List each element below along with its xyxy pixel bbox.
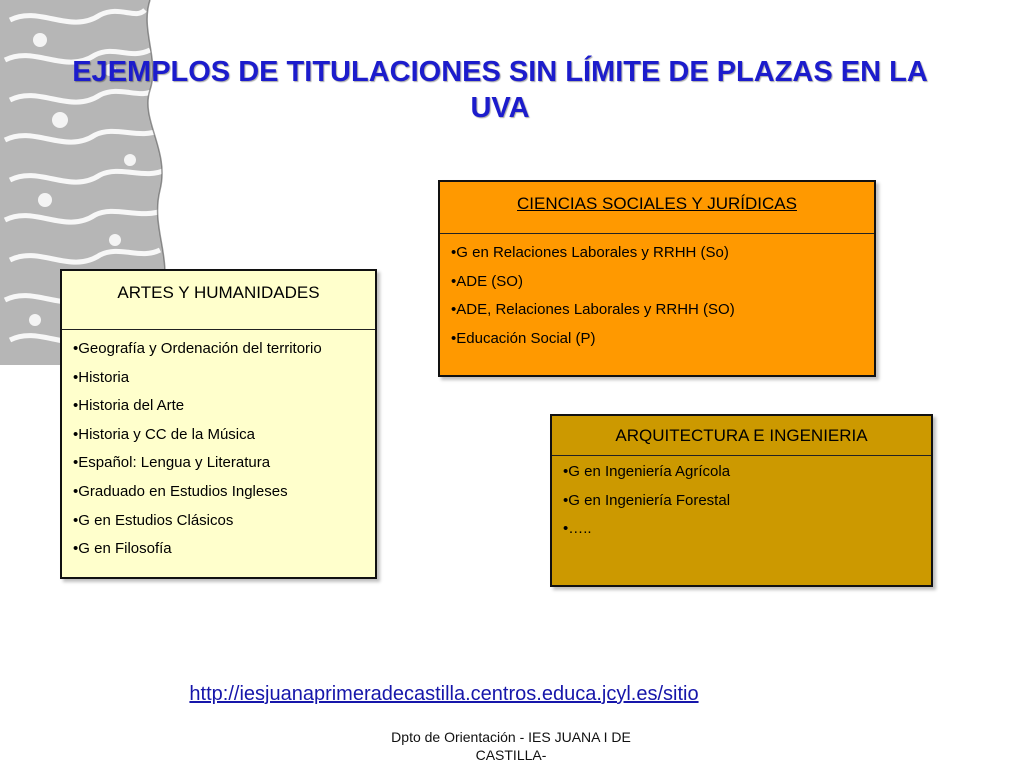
artes-humanidades-heading: ARTES Y HUMANIDADES [62, 271, 375, 330]
list-item: • ADE, Relaciones Laborales y RRHH (SO) [451, 296, 874, 325]
list-item: • Geografía y Ordenación del territorio [73, 335, 375, 364]
arquitectura-ingenieria-box [550, 414, 933, 587]
arquitectura-ingenieria-list [552, 456, 931, 544]
list-item: • Graduado en Estudios Ingleses [73, 478, 375, 507]
ciencias-sociales-list [440, 234, 874, 353]
list-item: • G en Ingeniería Forestal [563, 487, 931, 516]
list-item: • G en Estudios Clásicos [73, 507, 375, 536]
list-item: • Educación Social (P) [451, 325, 874, 354]
list-item: • G en Relaciones Laborales y RRHH (So) [451, 239, 874, 268]
list-item: • Historia del Arte [73, 392, 375, 421]
footer-text: Dpto de Orientación - IES JUANA I DE CASTILLA- [391, 729, 631, 763]
artes-humanidades-list [62, 330, 375, 564]
list-item: • Historia y CC de la Música [73, 421, 375, 450]
list-item: • Historia [73, 364, 375, 393]
list-item: • ….. [563, 515, 931, 544]
arquitectura-ingenieria-heading: ARQUITECTURA E INGENIERIA [552, 416, 931, 456]
website-link[interactable]: http://iesjuanaprimeradecastilla.centros.educa.jcyl.es/sitio [189, 683, 699, 705]
ciencias-sociales-heading: CIENCIAS SOCIALES Y JURÍDICAS [440, 182, 874, 234]
ciencias-sociales-box [438, 180, 876, 377]
artes-humanidades-box [60, 269, 377, 579]
list-item: • G en Ingeniería Agrícola [563, 458, 931, 487]
slide-title: EJEMPLOS DE TITULACIONES SIN LÍMITE DE PLAZAS EN LA UVA [72, 56, 928, 124]
list-item: • ADE (SO) [451, 268, 874, 297]
list-item: • G en Filosofía [73, 535, 375, 564]
list-item: • Español: Lengua y Literatura [73, 449, 375, 478]
